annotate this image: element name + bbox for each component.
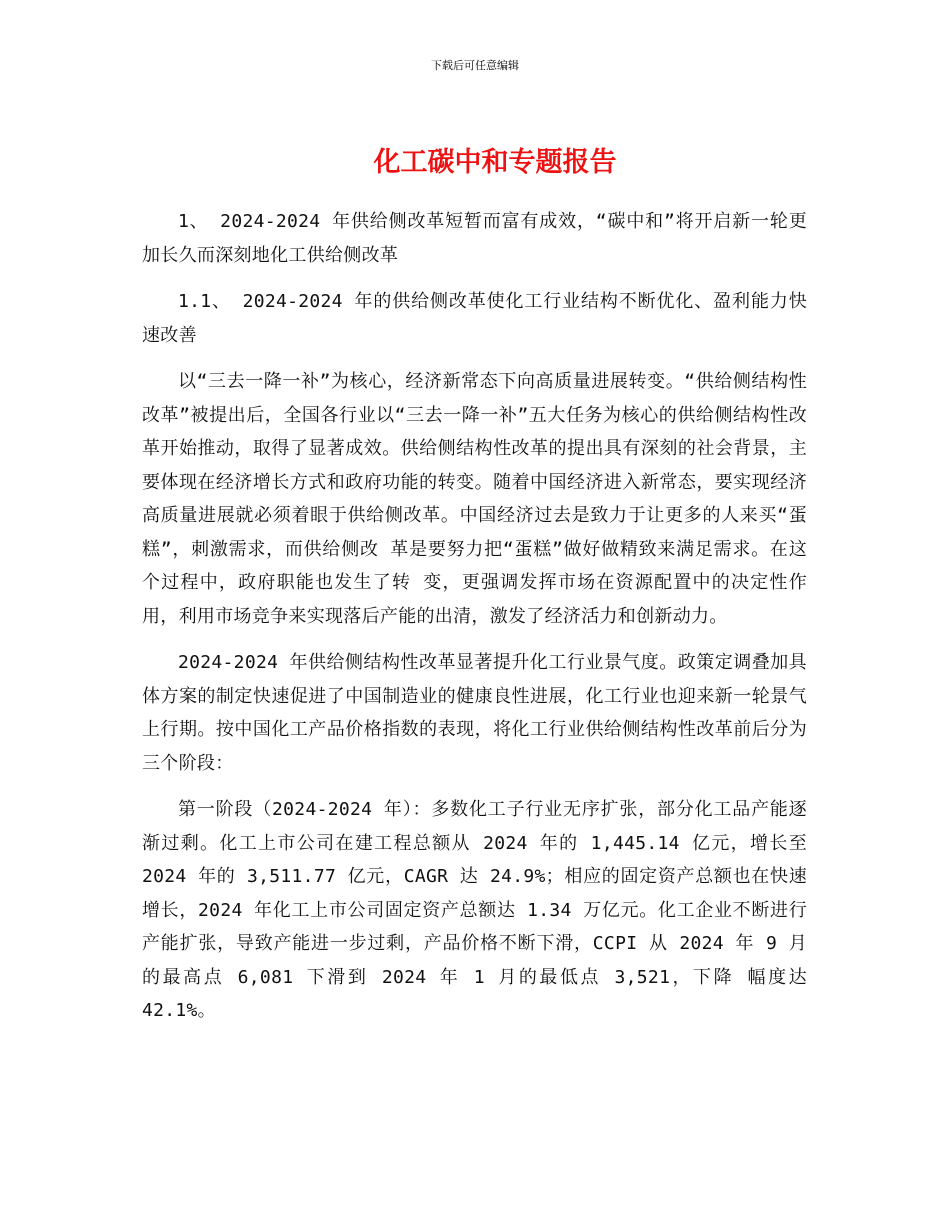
section-heading-1-1: 1.1、 2024-2024 年的供给侧改革使化工行业结构不断优化、盈利能力快速改善 [142,291,807,346]
body-paragraph: 2024-2024 年供给侧结构性改革显著提升化工行业景气度。政策定调叠加具体方案的制定快速促进了中国制造业的健康良性进展，化工行业也迎来新一轮景气上行期。按中国化工产品价格指数的表现，将化工行业供给侧结构性改革前后分为三个阶段： [142,652,807,774]
body-paragraph: 以“三去一降一补”为核心，经济新常态下向高质量进展转变。“供给侧结构性改革”被提出后，全国各行业以“三去一降一补”五大任务为核心的供给侧结构性改革开始推动，取得了显著成效。供给侧结构性改革的提出具有深刻的社会背景，主要体现在经济增长方式和政府功能的转变。随着中国经济进入新常态，要实现经济高质量进展就必须着眼于供给侧改革。中国经济过去是致力于让更多的人来买“蛋糕”，刺激需求，而供给侧改 革是要努力把“蛋糕”做好做精致来满足需求。在这个过程中，政府职能也发生了转 变，更强调发挥市场在资源配置中的决定性作用，利用市场竞争来实现落后产能的出清，激发了经济活力和创新动力。 [142,371,807,627]
body-paragraph: 第一阶段（2024-2024 年）：多数化工子行业无序扩张，部分化工品产能逐渐过剩。化工上市公司在建工程总额从 2024 年的 1,445.14 亿元，增长至 2024 年的 3,511.77 亿元，CAGR 达 24.9%；相应的固定资产总额也在快速增长，2024 年化工上市公司固定资产总额达 1.34 万亿元。化工企业不断进行产能扩张，导致产能进一步过剩，产品价格不断下滑，CCPI 从 2024 年 9 月的最高点 6,081 下滑到 2024 年 1 月的最低点 3,521，下降 幅度达 42.1%。 [142,799,807,1021]
header-note: 下载后可任意编辑 [431,59,519,72]
document-body [142,205,807,1041]
document-title: 化工碳中和专题报告 [373,147,617,178]
section-heading-1: 1、 2024-2024 年供给侧改革短暂而富有成效，“碳中和”将开启新一轮更加长久而深刻地化工供给侧改革 [142,211,807,266]
